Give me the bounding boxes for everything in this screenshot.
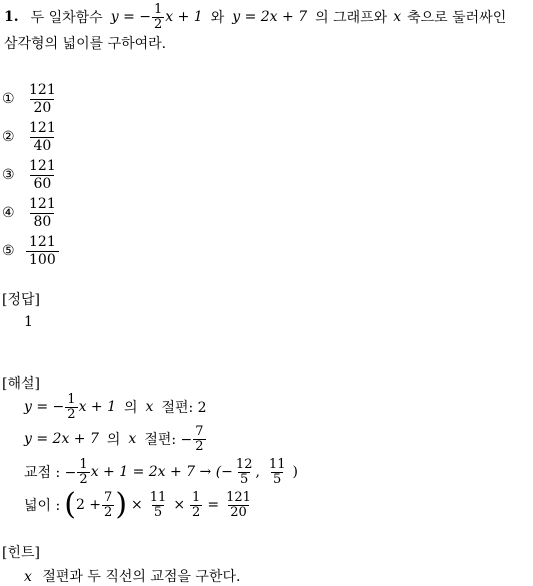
solution-line-2: y = 2x + 7 의 x 절편: − $\frac{7}{2}$ bbox=[24, 423, 204, 454]
option-marker: ① bbox=[2, 91, 15, 107]
fraction: $\frac{12}{5}$ bbox=[235, 456, 253, 487]
fraction: $\frac{1}{2}$ bbox=[79, 456, 88, 487]
hint-text: x 절편과 두 직선의 교점을 구한다. bbox=[24, 569, 241, 585]
left-paren: ( bbox=[64, 487, 76, 522]
solution-line-4: 넓이 : ( 2 + $\frac{7}{2}$ ) × $\frac{11}{5}$ × $\frac{1}{2}$ = $\frac{121}{20}$ bbox=[24, 487, 251, 522]
right-paren: ) bbox=[115, 487, 128, 522]
equation-1-rhs: x + 1 bbox=[165, 9, 203, 25]
option-marker: ⑤ bbox=[2, 243, 15, 259]
fraction: $\frac{7}{2}$ bbox=[104, 489, 113, 520]
question-line-2: 삼각형의 넓이를 구하여라. bbox=[4, 36, 167, 52]
answer-value: 1 bbox=[24, 314, 33, 330]
option-5[interactable] bbox=[2, 232, 59, 270]
solution-line-1: y = − $\frac{1}{2}$ x + 1 의 x 절편: 2 bbox=[24, 391, 207, 422]
question-line-1 bbox=[4, 2, 506, 32]
option-fraction: $\frac{121}{60}$ bbox=[29, 157, 56, 192]
question-text: 두 일차함수 bbox=[30, 10, 103, 26]
fraction: $\frac{1}{2}$ bbox=[67, 391, 76, 422]
question-text-3: 축으로 둘러싸인 bbox=[407, 10, 507, 26]
x-variable: x bbox=[393, 9, 402, 25]
option-fraction: $\frac{121}{80}$ bbox=[29, 195, 56, 230]
equation-1-lhs: y = − bbox=[110, 9, 151, 25]
option-fraction: $\frac{121}{20}$ bbox=[29, 81, 56, 116]
equation-2: y = 2x + 7 bbox=[232, 9, 308, 25]
option-1[interactable] bbox=[2, 80, 59, 118]
equation-1-fraction: $\frac{1}{2}$ bbox=[153, 1, 163, 32]
option-marker: ④ bbox=[2, 205, 15, 221]
fraction: $\frac{11}{5}$ bbox=[268, 456, 286, 487]
hint-label: [힌트] bbox=[2, 545, 40, 561]
question-text-2: 의 그래프와 bbox=[315, 10, 388, 26]
fraction: $\frac{7}{2}$ bbox=[195, 423, 204, 454]
fraction: $\frac{11}{5}$ bbox=[149, 489, 167, 520]
option-marker: ② bbox=[2, 129, 15, 145]
options-list bbox=[2, 80, 59, 270]
fraction: $\frac{121}{20}$ bbox=[226, 489, 251, 520]
fraction: $\frac{1}{2}$ bbox=[192, 489, 201, 520]
option-4[interactable] bbox=[2, 194, 59, 232]
option-2[interactable] bbox=[2, 118, 59, 156]
answer-label: [정답] bbox=[2, 292, 40, 308]
option-marker: ③ bbox=[2, 167, 15, 183]
question-number: 1. bbox=[4, 9, 19, 25]
option-fraction: $\frac{121}{100}$ bbox=[26, 234, 59, 269]
option-fraction: $\frac{121}{40}$ bbox=[29, 119, 56, 154]
solution-line-3: 교점 : − $\frac{1}{2}$ x + 1 = 2x + 7 → (− $\frac{12}{5}$ , $\frac{11}{5}$ ) bbox=[24, 456, 298, 487]
question-conjunction: 와 bbox=[210, 10, 225, 26]
solution-label: [해설] bbox=[2, 376, 40, 392]
option-3[interactable] bbox=[2, 156, 59, 194]
